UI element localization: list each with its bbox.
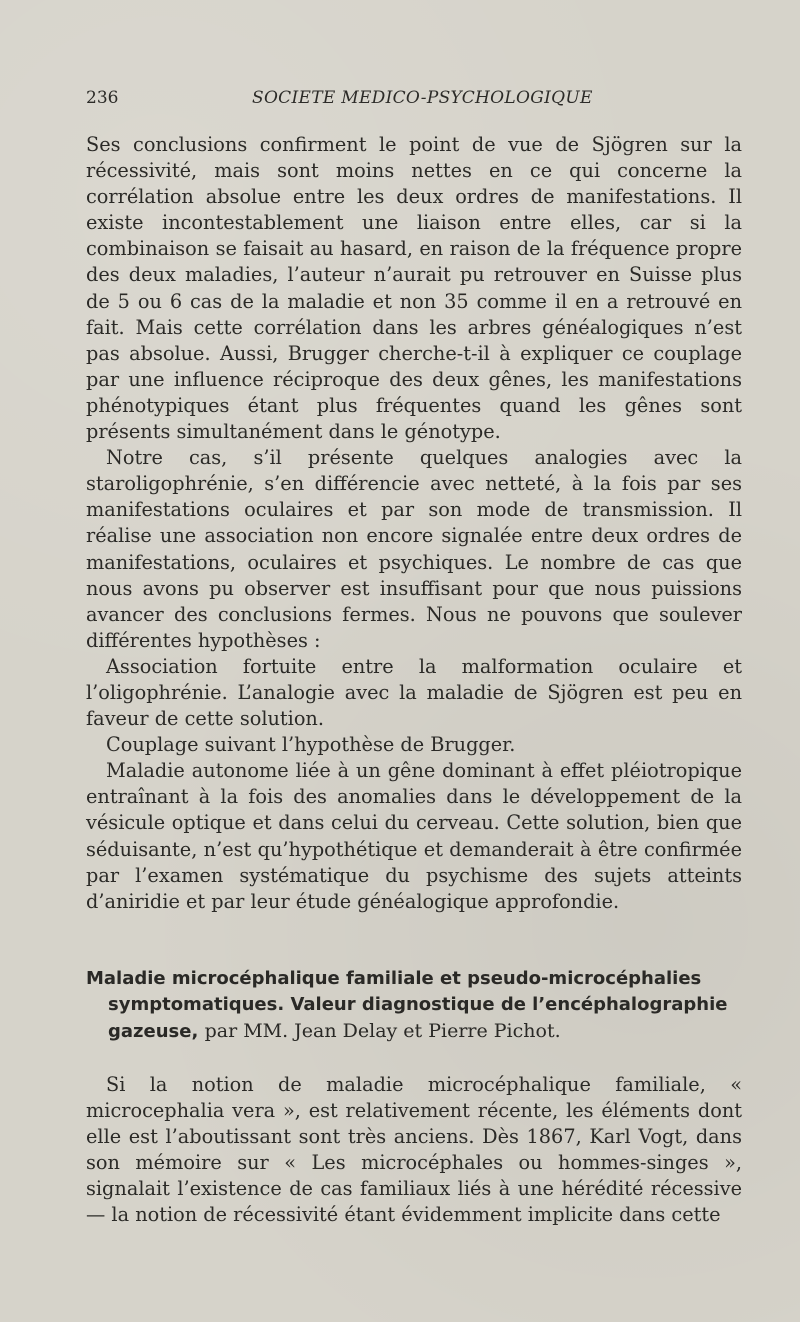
paragraph: Notre cas, s’il présente quelques analogies avec la staroligophrénie, s’en différencie avec netteté, à la fois par ses manifestations oculaires et par son mode de transmission. Il réalise une association non encore signalée entre deux ordres de manifestations, oculaires et psychiques. Le nombre de cas que nous avons pu observer est insuffisant pour que nous puissions avancer des conclusions fermes. Nous ne pouvons que soulever différentes hypothèses : xyxy=(86,446,742,652)
article-title-line-1: Maladie microcéphalique familiale et pseudo-microcéphalies xyxy=(86,968,702,989)
article-authors: par MM. Jean Delay et Pierre Pichot. xyxy=(204,1020,561,1042)
paragraph: Association fortuite entre la malformation oculaire et l’oligophrénie. L’analogie avec la maladie de Sjögren est peu en faveur de cette solution. xyxy=(86,654,742,731)
paragraph: Couplage suivant l’hypothèse de Brugger. xyxy=(106,733,516,757)
paragraph: Ses conclusions confirment le point de vue de Sjögren sur la récessivité, mais sont moins nettes en ce qui concerne la corrélation absolue entre les deux ordres de manifestations. Il existe incontestablement une liaison entre elles, car si la combinaison se faisait au hasard, en raison de la fréquence propre des deux maladies, l’auteur n’aurait pu retrouver en Suisse plus de 5 ou 6 cas de la maladie et non 35 comme il en a retrouvé en fait. Mais cette corrélation dans les arbres généalogiques n’est pas absolue. Aussi, Brugger cherche-t-il à expliquer ce couplage par une influence réciproque des deux gênes, les manifestations phénotypiques étant plus fréquentes quand les gênes sont présents simultanément dans le génotype. xyxy=(86,133,742,444)
body-text-block-2 xyxy=(86,1072,742,1229)
article-title-line-3 xyxy=(86,1018,746,1045)
article-title xyxy=(86,966,746,1045)
article-title-line-3-bold: gazeuse, xyxy=(108,1021,199,1042)
paragraph: Si la notion de maladie microcéphalique familiale, « microcephalia vera », est relativement récente, les éléments dont elle est l’aboutissant sont très anciens. Dès 1867, Karl Vogt, dans son mémoire sur « Les microcéphales ou hommes-singes », signalait l’existence de cas familiaux liés à une hérédité récessive — la notion de récessivité étant évidemment implicite dans cette xyxy=(86,1073,742,1227)
body-text-block-1 xyxy=(86,132,742,915)
paragraph: Maladie autonome liée à un gêne dominant à effet pléiotropique entraînant à la fois des anomalies dans le développement de la vésicule optique et dans celui du cerveau. Cette solution, bien que séduisante, n’est qu’hypothétique et demanderait à être confirmée par l’examen systématique du psychisme des sujets atteints d’aniridie et par leur étude généalogique approfondie. xyxy=(86,759,742,913)
running-title: SOCIETE MEDICO-PSYCHOLOGIQUE xyxy=(252,88,593,108)
page-number: 236 xyxy=(86,88,119,108)
page-header xyxy=(86,88,746,112)
article-title-line-2: symptomatiques. Valeur diagnostique de l’encéphalographie xyxy=(108,994,728,1015)
